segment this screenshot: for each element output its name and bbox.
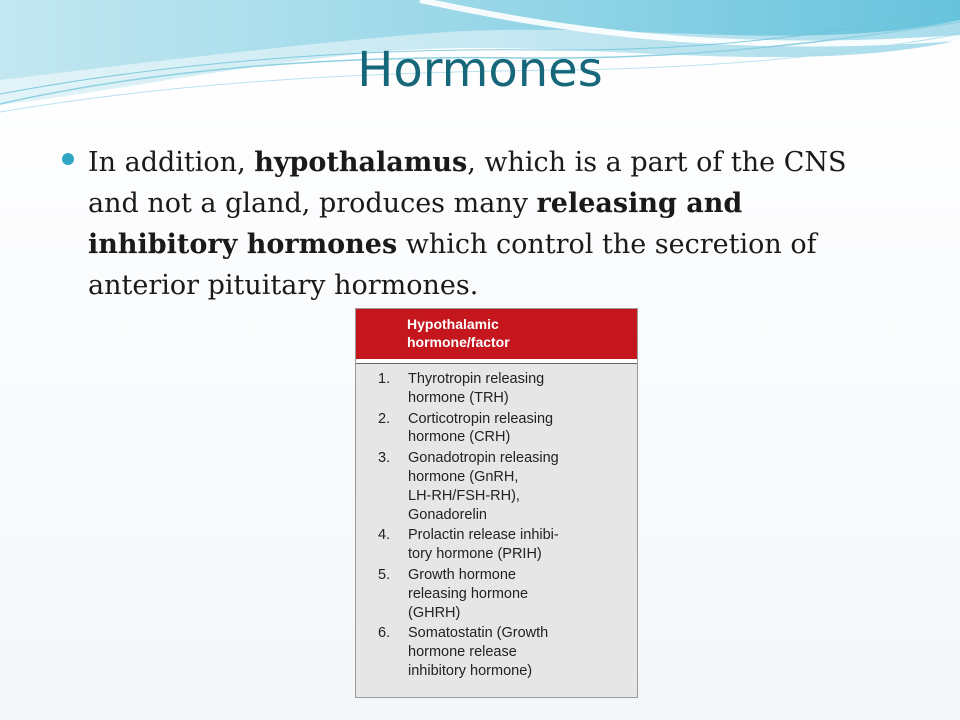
bullet-item bbox=[62, 142, 882, 306]
bullet-segment: In addition, bbox=[88, 147, 255, 178]
row-number: 5. bbox=[378, 566, 391, 583]
row-number: 2. bbox=[378, 410, 391, 427]
row-number: 4. bbox=[378, 527, 391, 544]
hormone-table-image bbox=[355, 308, 638, 698]
table-row bbox=[356, 526, 637, 564]
bullet-segment-bold: releasing and inhibitory hormones bbox=[88, 188, 743, 260]
row-text: Somatostatin (Growth hormone release inhibitory hormone) bbox=[408, 625, 549, 679]
bullet-segment: which control the secretion of anterior pituitary hormones. bbox=[88, 229, 817, 301]
bullet-segment: , which is a part of the CNS and not a gland, produces many bbox=[88, 147, 847, 219]
row-number: 3. bbox=[378, 450, 391, 467]
row-text: Prolactin release inhibi- tory hormone (PRIH) bbox=[408, 527, 559, 563]
table-header-label: Hypothalamic hormone/factor bbox=[407, 316, 510, 350]
row-text: Thyrotropin releasing hormone (TRH) bbox=[408, 371, 545, 406]
table-header bbox=[356, 309, 637, 359]
table-row bbox=[356, 370, 637, 408]
bullet-list bbox=[62, 142, 882, 306]
table-rows bbox=[356, 370, 637, 683]
table-row bbox=[356, 624, 637, 680]
row-text: Gonadotropin releasing hormone (GnRH, LH-RH/FSH-RH), Gonadorelin bbox=[408, 450, 559, 523]
row-text: Growth hormone releasing hormone (GHRH) bbox=[408, 566, 529, 621]
row-number: 1. bbox=[378, 371, 391, 387]
bullet-segment-bold: hypothalamus bbox=[254, 147, 468, 178]
table-row bbox=[356, 410, 637, 448]
row-text: Corticotropin releasing hormone (CRH) bbox=[408, 410, 554, 446]
table-row bbox=[356, 449, 637, 524]
table-row bbox=[356, 566, 637, 622]
bullet-dot-icon bbox=[62, 153, 74, 165]
table-divider bbox=[356, 359, 637, 364]
row-number: 6. bbox=[378, 625, 391, 642]
slide-title: Hormones bbox=[357, 42, 603, 98]
